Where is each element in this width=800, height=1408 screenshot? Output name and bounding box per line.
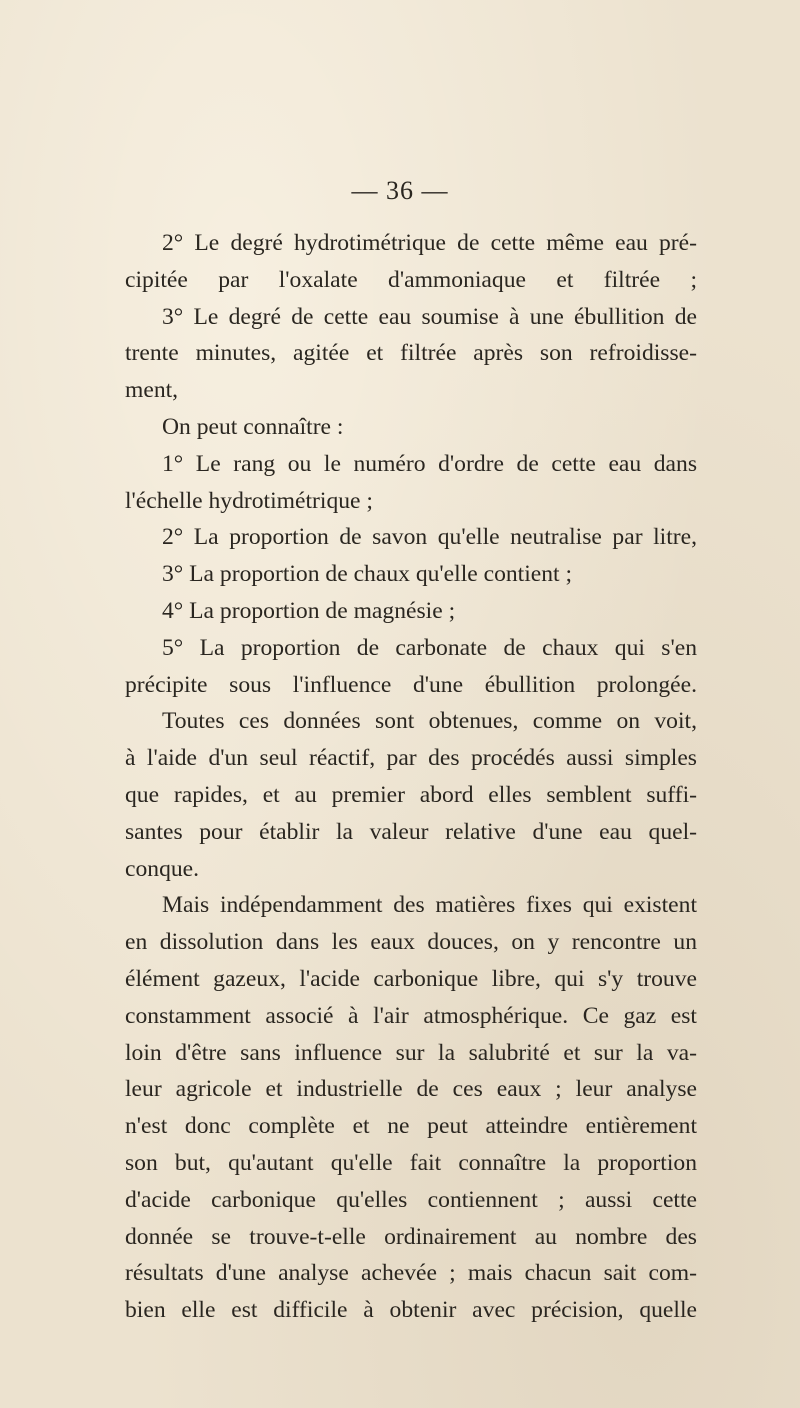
text-line: élément gazeux, l'acide carbonique libre, qui s'y trouve bbox=[125, 965, 697, 992]
text-line: d'acide carbonique qu'elles contiennent ; aussi cette bbox=[125, 1186, 697, 1213]
text-line: à l'aide d'un seul réactif, par des procédés aussi simples bbox=[125, 745, 697, 772]
text-line: conque. bbox=[125, 855, 200, 882]
text-line: son but, qu'autant qu'elle fait connaître la proportion bbox=[125, 1149, 697, 1176]
text-line: 3° Le degré de cette eau soumise à une ébullition de bbox=[162, 303, 697, 330]
text-line: cipitée par l'oxalate d'ammoniaque et filtrée ; bbox=[125, 266, 697, 293]
text-line: On peut connaître : bbox=[162, 413, 344, 440]
text-line: 1° Le rang ou le numéro d'ordre de cette eau dans bbox=[162, 450, 697, 477]
text-line: résultats d'une analyse achevée ; mais chacun sait com- bbox=[125, 1260, 697, 1287]
text-line: santes pour établir la valeur relative d'une eau quel- bbox=[125, 818, 697, 845]
page-number: — 36 — bbox=[351, 176, 449, 205]
text-line: donnée se trouve-t-elle ordinairement au nombre des bbox=[125, 1223, 697, 1250]
text-line: loin d'être sans influence sur la salubrité et sur la va- bbox=[125, 1039, 697, 1066]
text-line: 5° La proportion de carbonate de chaux qui s'en bbox=[162, 634, 697, 661]
text-line: Toutes ces données sont obtenues, comme on voit, bbox=[162, 708, 697, 735]
text-line: Mais indépendamment des matières fixes qui existent bbox=[162, 892, 697, 919]
text-line: leur agricole et industrielle de ces eaux ; leur analyse bbox=[125, 1076, 697, 1103]
text-line: constamment associé à l'air atmosphérique. Ce gaz est bbox=[125, 1002, 697, 1029]
text-line: 4° La proportion de magnésie ; bbox=[162, 597, 456, 624]
text-line: trente minutes, agitée et filtrée après son refroidisse- bbox=[125, 340, 697, 367]
text-line: en dissolution dans les eaux douces, on y rencontre un bbox=[125, 929, 697, 956]
text-line: l'échelle hydrotimétrique ; bbox=[125, 487, 373, 514]
text-line: n'est donc complète et ne peut atteindre entièrement bbox=[125, 1113, 697, 1140]
text-line: que rapides, et au premier abord elles semblent suffi- bbox=[125, 781, 697, 808]
text-line: 2° La proportion de savon qu'elle neutralise par litre, bbox=[162, 524, 697, 551]
text-line: 3° La proportion de chaux qu'elle contient ; bbox=[162, 561, 573, 588]
text-line: ment, bbox=[125, 377, 179, 404]
text-line: 2° Le degré hydrotimétrique de cette même eau pré- bbox=[162, 230, 697, 256]
body-text bbox=[125, 225, 697, 1329]
text-line: précipite sous l'influence d'une ébullition prolongée. bbox=[125, 671, 697, 698]
text-line: bien elle est difficile à obtenir avec précision, quelle bbox=[125, 1297, 697, 1324]
